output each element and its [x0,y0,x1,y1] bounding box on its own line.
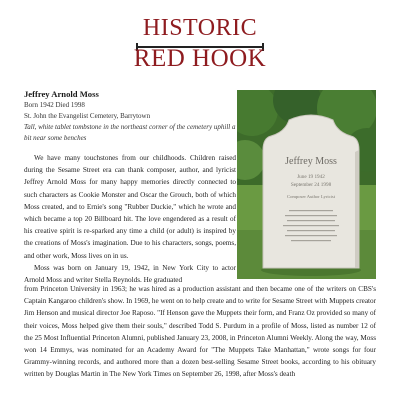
masthead-title-line1: HISTORIC [142,15,258,41]
article-body-wide [24,283,376,381]
cemetery-name: St. John the Evangelist Cemetery, Barrytown [24,112,151,120]
person-name: Jeffrey Arnold Moss [24,89,99,99]
life-dates: Born 1942 Died 1998 [24,101,85,109]
stone-inscription-birth: June 19 1942 [297,174,325,180]
article-body-column [24,152,236,286]
paragraph-2-start: Moss was born on January 19, 1942, in New York City to actor Arnold Moss and writer Stella Reynolds. He graduated [24,263,236,285]
stone-inscription-name: Jeffrey Moss [285,156,337,167]
entry-header [24,89,236,143]
masthead [0,0,400,78]
paragraph-1: We have many touchstones from our childhoods. Children raised during the Sesame Street era can thank composer, author, and lyricist Jeffrey Arnold Moss for many happy memories directly connected to such characters as Cookie Monster and Oscar the Grouch, both of which Moss created, and to Ernie's song "Rubber Duckie," which he wrote and which became a top 20 Billboard hit. The love engendered as a result of his creative spirit is re-sparked any time a child (or adult) is inspired by the creations of Moss's imagination. Due to his characters, songs, poems, and other work, Moss lives on in us. [24,154,236,260]
grave-location-description: Tall, white tablet tombstone in the northeast corner of the cemetery uphill a bit near some benches [24,123,236,142]
paragraph-2-continued: from Princeton University in 1963; he was hired as a production assistant and then became one of the writers on CBS's Captain Kangaroo children's show. In 1969, he went on to help create and to write for Sesame Street with Muppets creator Jim Henson and musical director Joe Raposo. "If Henson gave the Muppets their form, and Franz Oz provided so many of their voices, Moss helped give them their souls," described Todd S. Purdum in a profile of Moss, listed as number 12 of the 25 Most Influential Princeton Alumni, published January 23, 2008, in Princeton Alumni Weekly. Along the way, Moss won 14 Emmys, was nominated for an Academy Award for "The Muppets Take Manhattan," wrote songs for four Grammy-winning records, and authored more than a dozen best-selling Sesame Street books, according to his obituary written by Douglas Martin in The New York Times on September 26, 1998, after Moss's death [24,285,376,379]
tombstone [263,115,359,268]
tombstone-photo [237,90,376,279]
stone-inscription-death: September 24 1998 [290,182,332,188]
masthead-title-line2: RED HOOK [133,45,267,72]
stone-inscription-roles: Composer Author Lyricist [287,194,335,199]
